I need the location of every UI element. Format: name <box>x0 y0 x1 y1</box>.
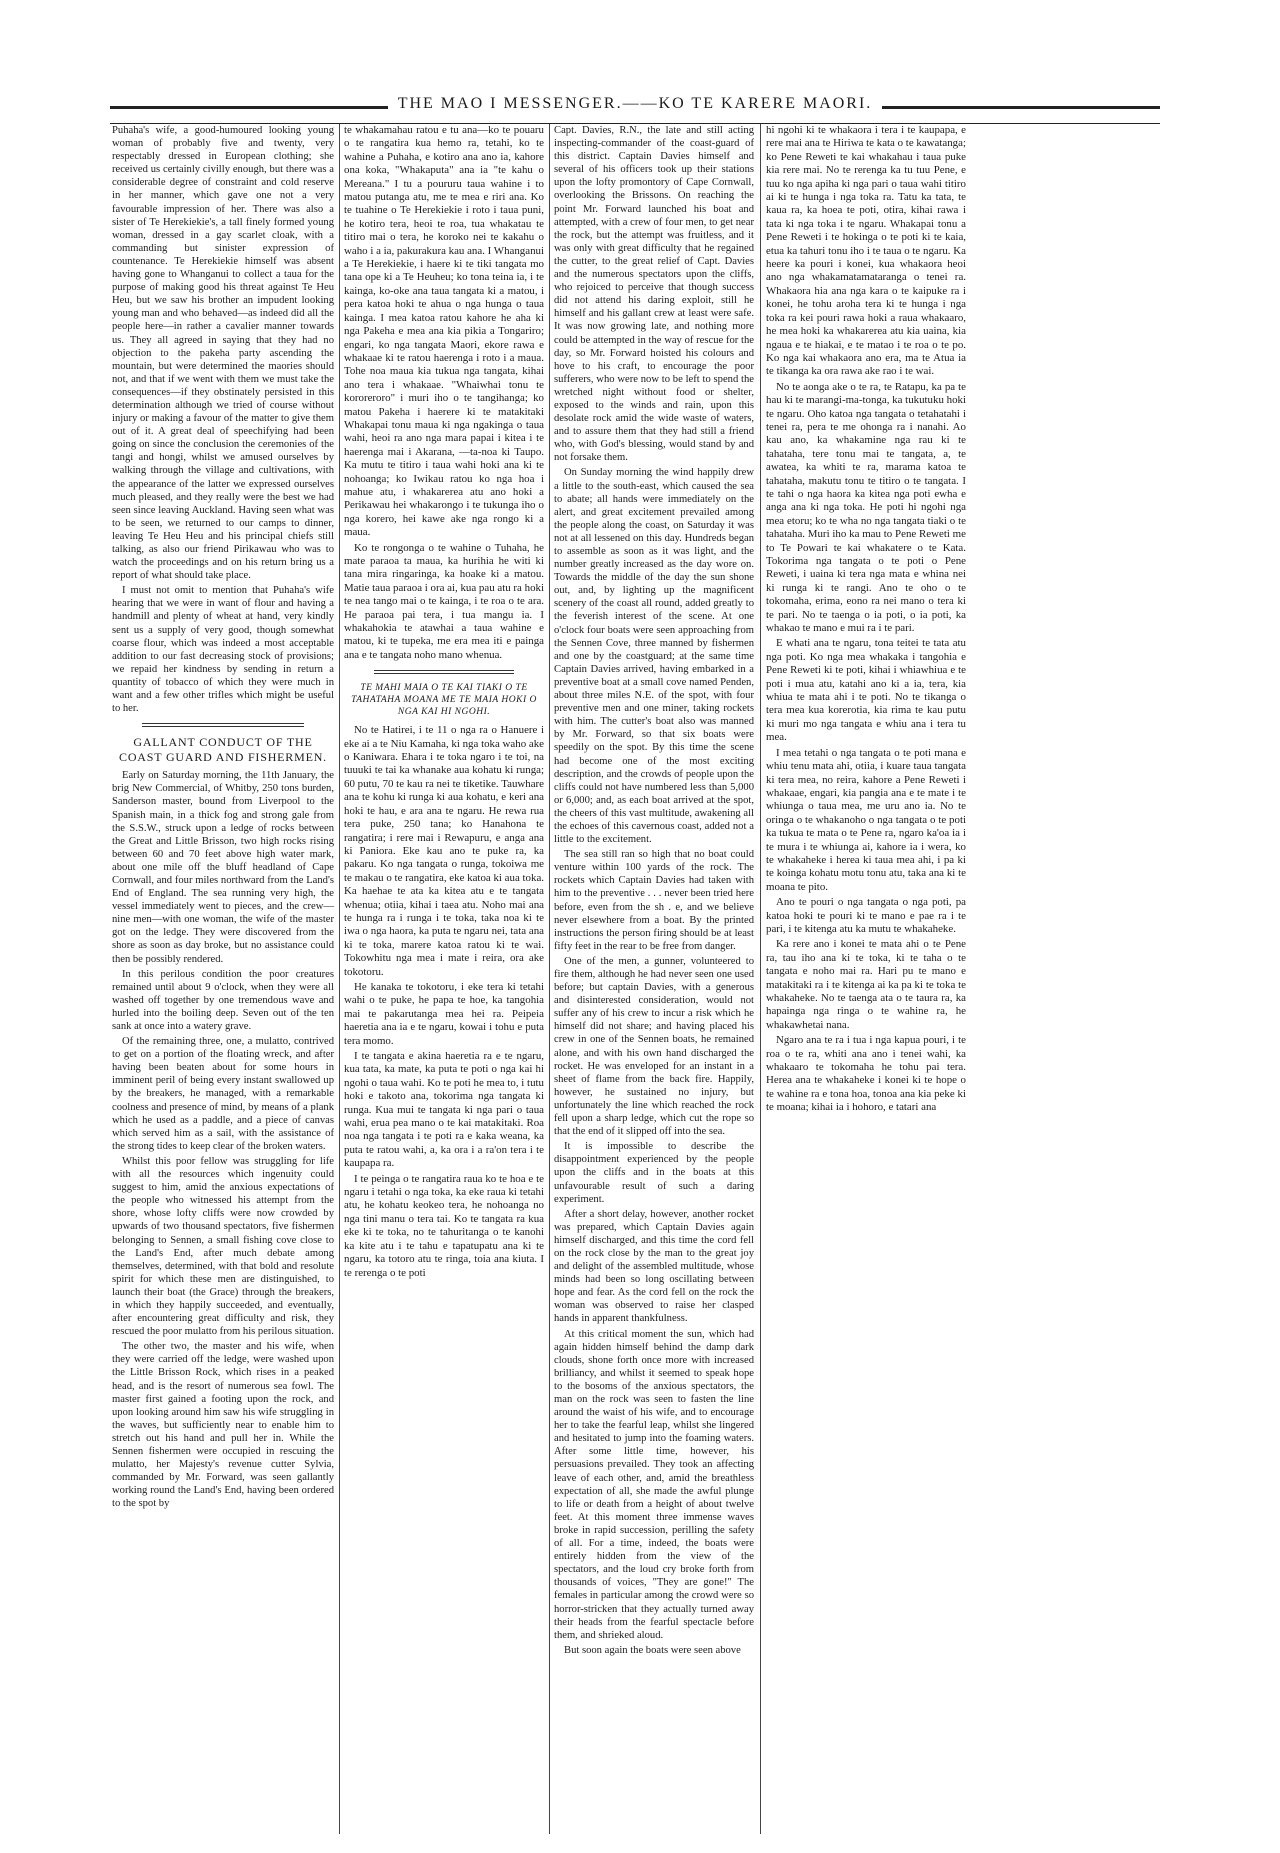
paragraph: I mea tetahi o nga tangata o te poti mana e whiu tenu mata ahi, otiia, i kuare taua tangata ki tera mea, no reira, kahore a Pene Reweti i whakaae, engari, kia pangia ana e te mate i te whiunga o taua mea, me uru ano ia. No te oringa o te whakanoho o nga tangata o te poti ka tukua te mata o te Pene ra, ngaro ka'oa ia i te mura i te whiunga ai, kahore ia i wera, ko te whakaheke i herea ki taua mea ahi, i pa ki te koinga kohatu motu tonu atu, taka ana ki te moana te pito. <box>766 746 966 893</box>
paragraph: I te peinga o te rangatira raua ko te hoa e te ngaru i tetahi o nga toka, ka eke raua ki tetahi atu, he kohatu keokeo tera, he nohoanga no nga tini manu o tera tai. Ko te tangata ra kua eke ki te toka, no te tahuritanga o te kanohi ka kite atu i te tahu e tapatupatu ana ki te ngaru, ka totoro atu te ringa, toia ana kiuta. I te rerenga o te poti <box>344 1172 544 1279</box>
article-heading-maori: TE MAHI MAIA O TE KAI TIAKI O TE TAHATAHA MOANA ME TE MAIA HOKI O NGA KAI HI NGOHI. <box>351 683 537 718</box>
paragraph: Capt. Davies, R.N., the late and still acting inspecting-commander of the coast-guard of this district. Captain Davies himself and several of his officers took up their stations upon the lofty promontory of Cape Cornwall, overlooking the Brissons. On reaching the point Mr. Forward launched his boat and attempted, with a crew of four men, to get near the rock, but the attempt was fruitless, and it was only with great difficulty that he regained the cutter, to the great relief of Capt. Davies and the numerous spectators upon the cliffs, who rejoiced to perceive that though success did not attend his daring exploit, still he himself and his gallant crew at least were safe. It was now growing late, and nothing more could be attempted in the way of rescue for the day, so Mr. Forward hoisted his colours and hove to his craft, to encourage the poor sufferers, who were now to be left to spend the wretched night without food or shelter, exposed to the winds and rain, upon this desolate rock amid the wide waste of waters, and to assure them that they had still a friend who, with God's blessing, would stand by and not forsake them. <box>554 125 754 464</box>
column-english-1 <box>112 124 334 1834</box>
column-rule <box>549 124 550 1834</box>
section-divider <box>142 723 304 727</box>
masthead-title: THE MAO I MESSENGER.——KO TE KARERE MAORI. <box>388 95 883 112</box>
paragraph: Ano te pouri o nga tangata o nga poti, pa katoa hoki te pouri ki te mano e pae ra i te pari, i te kitenga atu ka mutu te whakaheke. <box>766 896 966 935</box>
paragraph: The sea still ran so high that no boat could venture within 100 yards of the rock. The rockets which Captain Davies had taken with him to the preventive . . . never been tried here before, even from the sh . e, and we believe never elsewhere from a boat. By the printed instructions the person firing should be at least fifty feet in the rear to be free from danger. <box>554 849 754 952</box>
paragraph: No te aonga ake o te ra, te Ratapu, ka pa te hau ki te marangi-ma-tonga, ka tukutuku hoki te ngaru. Oho katoa nga tangata o tetahatahi i tenei ra, pera te me ohonga ra i nanahi. Ao kau ano, ka whakamine nga rau ki te tahataha, tere tonu mai te tangata, a, te awatea, ka whiti te ra, marama katoa te tahataha, makutu tonu te titiro o te tangata. I te tahi o nga haora ka kitea nga poti ewha e anga ana ki nga toka. He poti hi ngohi nga mea etoru; ko te wha no nga tangata tiaki o te tahataha. Muri iho ka mau to Pene Reweti me to Te Powari te kai whakatere o te Kata. Tokorima nga tangata o te poti o Pene Reweti, i uaina ki tera nga mata e whina nei ki runga ki te rangi. Ano te oho o te tokomaha, erima, eono ra nei mano o tera ki te pari. No te taenga o ia poti, o ia poti, ka whakao te mano e mui ra i te pari. <box>766 380 966 635</box>
column-english-2 <box>554 124 754 1834</box>
column-maori-1 <box>344 124 544 1834</box>
paragraph: E whati ana te ngaru, tona teitei te tata atu nga poti. Ko nga mea whakaka i tangohia e Pene Reweti ki te poti, kihai i whiawhiua e te poti i mua atu, katahi ano ki a ia, tera, kia whiua te mata ahi i te poti. No te tikanga o tera mea kua korerotia, kia rima te kau putu ki muri mo nga tangata e whiu ana i tera tu mea. <box>766 637 966 744</box>
paragraph: Whilst this poor fellow was struggling for life with all the resources which ingenuity could suggest to him, amid the anxious expectations of the people who witnessed his attempt from the shore, whose lofty cliffs were now crowded by upwards of two thousand spectators, five fishermen belonging to Sennen, a small fishing cove close to the Land's End, after much debate among themselves, determined, with that bold and resolute spirit for which these men are distinguished, to launch their boat (the Grace) through the breakers, in which they happily succeeded, and eventually, after encountering great difficulty and risk, they rescued the poor mulatto from his perilous situation. <box>112 1155 334 1338</box>
paragraph: It is impossible to describe the disappointment experienced by the people upon the cliffs and in the boats at this unfavourable result of such a daring experiment. <box>554 1141 754 1205</box>
paragraph: te whakamahau ratou e tu ana—ko te pouaru o te rangatira kua hemo ra, tetahi, ko te wahine a Puhaha, e kotiro ana ano ia, kahore ona koka, "Whakaputa" ana ia "te kahu o Mereana." I tu a poururu taua wahine i to matou putanga atu, me te mea e riri ana. Ko te tuahine o Te Herekiekie i roto i taua puni, he kotiro tera, heoi te roa, tua whakatau te titiro mai o tera, he koroko nei te kakahu o waho i a ia, pakurakura kau ana. I Whanganui a Te Herekiekie, i haere ki te tiki tangata mo tana ope ki a Te Heuheu; ko tona teina ia, i te kainga, ko-oke ana taua tangata ki a matou, i pera katoa hoki te ahua o nga hunga o taua kainga. I mea katoa ratou kahore he aha ki nga Pakeha e mea ana kia pikia a Tongariro; engari, ko nga tangata Maori, ekore rawa e whakaae ki te ratou haerenga i roto i a maua. Tohe noa maua kia tukua nga tangata, kihai ano tera i whakaae. "Whaiwhai tonu te kororeroro" i muri iho o te tangihanga; ko matou Pakeha i haerere ki te matakitaki Whakapai tonu maua ki nga ngakinga o taua wahi, heoi ra ano nga mara papai i kitea i te haerenga mai i Akarana, —ta-noa ki Taupo. Ka mutu te titiro i taua wahi hoki ana ki te nohoanga; ko Iwikau ratou ko nga hoa i mahue atu, i whakarerea atu ano hoki a Perikawau hei whakarongo i te tukunga iho o nga korero, hei kawe ake nga rongo ki a maua. <box>344 124 544 539</box>
paragraph: Ngaro ana te ra i tua i nga kapua pouri, i te roa o te ra, whiti ana ano i tenei wahi, ka whakaaro te tokomaha he tohu pai tera. Herea ana te whakaheke i konei ki te hope o te wahine ra e tona hoa, tonoa ana kia peke ki te moana; kihai ia i hohoro, e tatari ana <box>766 1034 966 1114</box>
paragraph: On Sunday morning the wind happily drew a little to the south-east, which caused the sea to abate; all hands were immediately on the alert, and great excitement prevailed among the people along the coast, on Saturday it was not at all lessened on this day. Hundreds began to assemble as soon as it was light, and the number greatly increased as the day wore on. Towards the middle of the day the sun shone out, and, by lighting up the magnificent scenery of the coast all round, added greatly to the feverish interest of the scene. At one o'clock four boats were seen approaching from the Sennen Cove, three manned by fishermen and one by the coastguard; at the same time Captain Davies arrived, having embarked in a preventive boat at a small cove named Penden, about three miles N.E. of the spot, with four preventive men and one miner, taking rockets with him. The cutter's boat also was manned by Mr. Forward, so that six boats were speedily on the spot. By this time the scene had become one of the most exciting description, and the crowds of people upon the cliffs could not have numbered less than 5,000 or 6,000; and, as each boat arrived at the spot, the cheers of this vast multitude, awakening all the echoes of this cavernous coast, added not a little to the excitement. <box>554 467 754 846</box>
column-rule <box>339 124 340 1834</box>
paragraph: After a short delay, however, another rocket was prepared, which Captain Davies again himself discharged, and this time the cord fell on the rock close by the man to the great joy and delight of the assembled multitude, whose minds had been so long oscillating between hope and fear. As the cord fell on the rock the woman was observed to raise her clasped hands in apparent thankfulness. <box>554 1208 754 1325</box>
paragraph: The other two, the master and his wife, when they were carried off the ledge, were washed upon the Little Brisson Rock, which rises in a peaked head, and is the resort of numerous sea fowl. The master first gained a footing upon the rock, and upon looking around him saw his wife struggling in the waves, but sufficiently near to enable him to stretch out his hand and pull her in. While the Sennen fishermen were occupied in rescuing the mulatto, her Majesty's revenue cutter Sylvia, commanded by Mr. Forward, was seen gallantly working round the Land's End, having been ordered to the spot by <box>112 1341 334 1510</box>
paragraph: One of the men, a gunner, volunteered to fire them, although he had never seen one used before; but captain Davies, with a generous and disinterested consideration, would not suffer any of his crew to incur a risk which he himself did not share; and having placed his crew in one of the Sennen boats, he remained alone, and with his own hand discharged the rocket. He was enveloped for an instant in a sheet of flame from the back fire. Happily, however, he sustained no injury, but unfortunately the line which reached the rock fell upon a sharp ledge, which cut the rope so that the end of it slipped off into the sea. <box>554 955 754 1138</box>
paragraph: I te tangata e akina haeretia ra e te ngaru, kua tata, ka mate, ka puta te poti o nga kai hi ngohi o taua wahi. Ko te poti he mea to, i tutu hoki e takoto ana, tokorima nga tangata ki runga. Kua mui te tangata ki nga pari o taua wahi, erua pea mano o te kai matakitaki. Roa noa nga tangata i te poti ra e kaka weana, ka puta te ratou wahi, a, ka ora i a ra'on tera i te kaupapa ra. <box>344 1050 544 1170</box>
section-divider <box>374 670 514 674</box>
article-heading: GALLANT CONDUCT OF THE COAST GUARD AND FISHERMEN. <box>119 735 327 765</box>
masthead <box>110 95 1160 124</box>
paragraph: Ko te rongonga o te wahine o Tuhaha, he mate paraoa ta maua, ka hurihia he witi ki tana mira ringaringa, ka hoake ki a matou. Matie taua paraoa i ora ai, kua pau atu ra hoki te nea tango mai o te kainga, i te roa o te ara. He paraoa pai tera, i tua mangu ia. I whakahokia te atawhai a taua wahine e matou, ki te tupeka, me era mea iti e painga ana e te tangata noho mano whenua. <box>344 541 544 661</box>
paragraph: I must not omit to mention that Puhaha's wife hearing that we were in want of flour and having a handmill and plenty of wheat at hand, very kindly sent us a supply of very good, though somewhat coarse flour, which was indeed a most acceptable addition to our fast decreasing stock of provisions; we repaid her kindness by sending in return a quantity of tobacco of which they were much in want and a few other trifles which might be useful to her. <box>112 585 334 715</box>
paragraph: At this critical moment the sun, which had again hidden himself behind the damp dark clouds, shone forth once more with increased brilliancy, and whilst it seemed to speak hope to the bosoms of the anxious spectators, the man on the rock was seen to fasten the line around the waist of his wife, and to encourage her to take the fearful leap, whilst she lingered and hesitated to jump into the foaming waters. After some little time, however, his persuasions prevailed. They took an affecting leave of each other, and, amid the breathless expectation of all, she made the awful plunge to life or death from a height of about twelve feet. At this moment three immense waves broke in rapid succession, perilling the safety of all. For a time, indeed, the boats were entirely hidden from the view of the spectators, and the loud cry broke forth from thousands of voices, "They are gone!" The females in particular among the crowd were so horror-stricken that they actually turned away their heads from the fearful spectacle before them, and shrieked aloud. <box>554 1328 754 1641</box>
paragraph: Puhaha's wife, a good-humoured looking young woman of probably five and twenty, very respectably dressed in European clothing; she received us certainly civilly enough, but there was a considerable degree of constraint and cold reserve in her manner, which gave one not a very favourable impression of her. There was also a sister of Te Herekiekie's, a tall finely formed young woman, dressed in a gay scarlet cloak, with a commanding but sinister expression of countenance. Te Herekiekie himself was absent having gone to Whanganui to collect a taua for the purpose of making good his threat against Te Heu Heu, but we saw his brother an impudent looking young man and who behaved—as indeed did all the people here—in rather a cavalier manner towards us. They all agreed in saying that they had no objection to the pakeha party ascending the mountain, but were determined the maories should not, and that if we went with them we must take the consequences—if they obstinately persisted in this determination although we tried of course without injury or making a favour of the matter to give them out of it. A great deal of speechifying had been going on since the conclusion the ceremonies of the tangi and hongi, whilst we amused ourselves by walking through the village and cultivations, with the appearance of the latter we expressed ourselves much pleased, and they really were the best we had seen since leaving Auckland. Having seen what was to be seen, we returned to our camps to dinner, leaving Te Heu Heu and his principal chiefs still talking, as also our friend Pirikawau who was to watch the proceedings and on his return bring us a report of what should take place. <box>112 125 334 582</box>
paragraph: No te Hatirei, i te 11 o nga ra o Hanuere i eke ai a te Niu Kamaha, ki nga toka waho ake o Kaniwara. Ehara i te toka ngaro i te toi, na tuuuki te tai ka whanake aua kohatu ki runga; 60 putu, 70 te kau ra nei te tiketike. Tauwhare ana te kohu ki runga ki aua kohatu, e keri ana hoki te hau, e ara ana te ngaru. He rewa rua tera puke, 250 tana; ko Hanahona te rangatira; i rere mai i Rewapuru, e anga ana ki Paniora. Eke kau ano te puke ra, ka pakaru. Ko nga tangata o runga, tokoiwa me te makau o te rangatira, eke katoa ki aua toka. Ka haehae te ata ka kitea atu e te tangata whenua; otiia, kihai i taea atu. Noho mai ana te hunga ra i runga i te toka, taka noa ki te iwa o nga haora, ka puta te ngaru nei, tata ana ki te toka, marere katoa ratou ki te wai. Tokowhitu nga mea i mate i reira, ora ake tokotoru. <box>344 724 544 978</box>
paragraph: He kanaka te tokotoru, i eke tera ki tetahi wahi o te puke, he papa te hoe, ka tangohia mai te pakarutanga mea hei ra. Peipeia haeretia ana ia e te ngaru, kowai i tohu e puta tera momo. <box>344 980 544 1047</box>
paragraph: Ka rere ano i konei te mata ahi o te Pene ra, tau iho ana ki te toka, ki te taha o te tangata e noho mai ra. Hari pu te mano e matakitaki ra i te kitenga ai ka pa ki te toka te whakaheke. No te taenga ata o te taura ra, ka hapainga nga ringa o te wahine ra, he whakawhetai nana. <box>766 938 966 1031</box>
paragraph: hi ngohi ki te whakaora i tera i te kaupapa, e rere mai ana te Hiriwa te kata o te kawatanga; ko Pene Reweti te kai whakahau i taua puke kia rere mai. No te rerenga ka tu tuu Pene, e tuu ko nga apiha ki nga pari o taua wahi titiro ai ki te hunga i nga toka ra. Tatu ka tata, te kaua ra, ka hoea te poti, otira, kihai rawa i tata ki nga toka i te ngaru. Whakapai tonu a Pene Reweti i te hokinga o te poti ki te kaia, etua ka tahuri tonu iho i te taua o te ngaru. Ka heere ka pouri i konei, kua whakaora heoi ano nga whakamatamataranga o tenei ra. Whakaora hia ana nga kara o te kaipuke ra i konei, he tohu aroha tera ki te hunga i nga toka ra kei pouri rawa hoki a raua whakaaro, he mea hoki ka whakarerea atu kia uaina, kia ngaua e te hiakai, e te matao i te roa o te po. Ko nga kai whakaora ano era, ma te Atua ia te tikanga ka ora rawa ake rao i te wai. <box>766 124 966 378</box>
paragraph: Early on Saturday morning, the 11th January, the brig New Commercial, of Whitby, 250 tons burden, Sanderson master, bound from Liverpool to the Spanish main, in a thick fog and strong gale from the S.S.W., struck upon a ledge of rocks between the Great and Little Brisson, two high rocks rising between 60 and 70 feet above high water mark, about one mile off the bluff headland of Cape Cornwall, and four miles northward from the Land's End of England. The sea running very high, the vessel immediately went to pieces, and the crew—nine men—with one woman, the wife of the master got on the ledge. They were discovered from the shore as soon as day broke, but no assistance could then be possibly rendered. <box>112 770 334 965</box>
paragraph: In this perilous condition the poor creatures remained until about 9 o'clock, when they were all washed off together by one tremendous wave and hurled into the boiling deep. Seven out of the ten sank at once into a watery grave. <box>112 968 334 1032</box>
paragraph: But soon again the boats were seen above <box>564 1644 741 1656</box>
column-maori-2 <box>766 124 966 1834</box>
column-rule <box>760 124 761 1834</box>
paragraph: Of the remaining three, one, a mulatto, contrived to get on a portion of the floating wreck, and after having been beaten about for some hours in imminent peril of being every instant swallowed up by the breakers, he managed, with a remarkable coolness and presence of mind, by means of a plank which he used as a paddle, and a piece of canvas which served him as a sail, with the assistance of the strong tides to keep clear of the broken waters. <box>112 1036 334 1152</box>
